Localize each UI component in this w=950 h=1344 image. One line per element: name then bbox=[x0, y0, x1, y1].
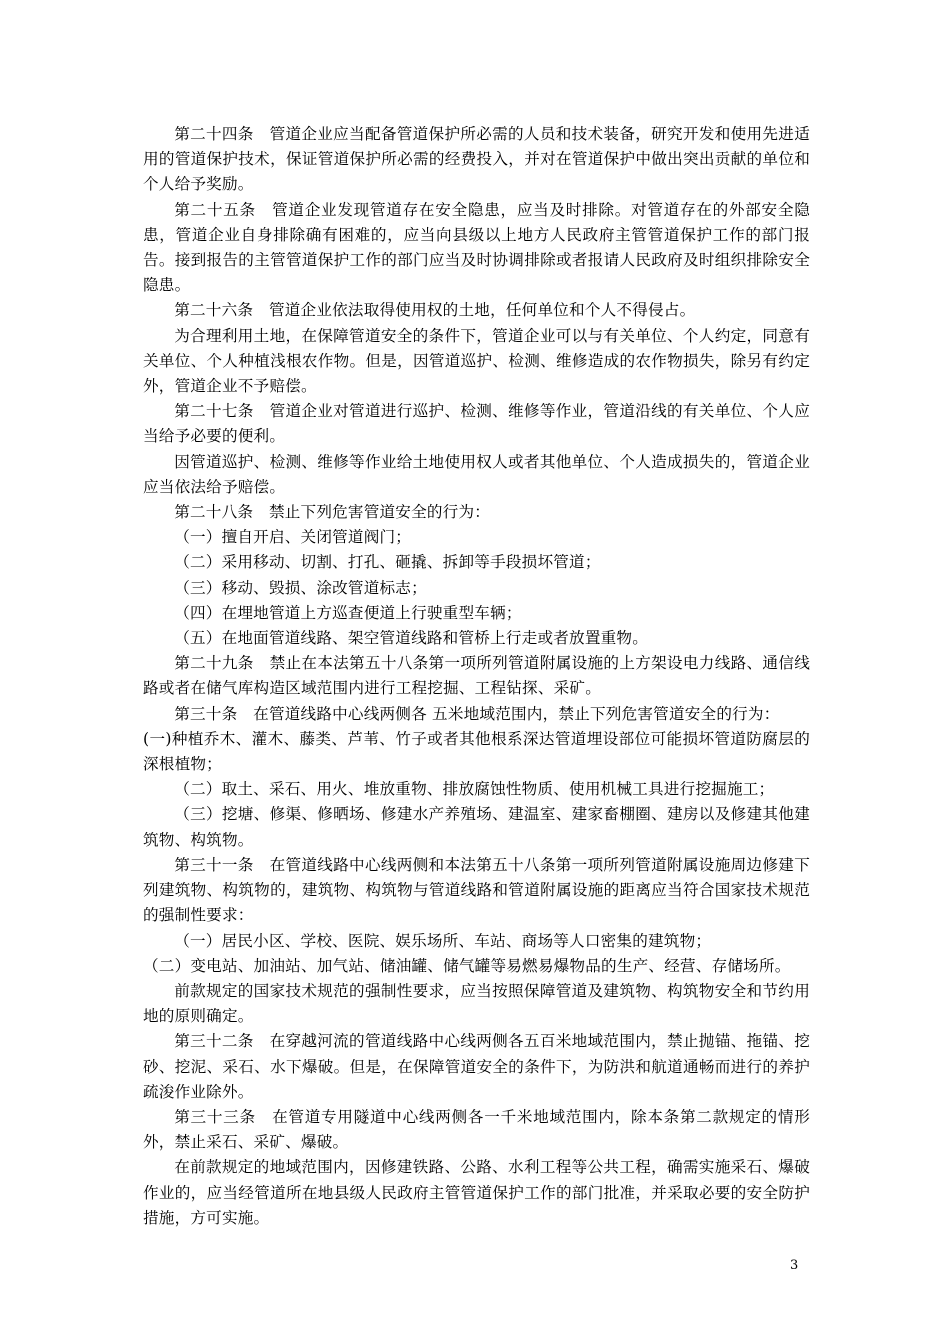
paragraph-article-31: 第三十一条 在管道线路中心线两侧和本法第五十八条第一项所列管道附属设施周边修建下列建筑物、构筑物的，建筑物、构筑物与管道线路和管道附属设施的距离应当符合国家技术规范的强制性要求： bbox=[143, 855, 810, 925]
list-item-31-1: （一）居民小区、学校、医院、娱乐场所、车站、商场等人口密集的建筑物； bbox=[174, 931, 712, 950]
paragraph-article-31-clause-2: 前款规定的国家技术规范的强制性要求，应当按照保障管道及建筑物、构筑物安全和节约用地的原则确定。 bbox=[143, 981, 810, 1026]
list-item-30-2: （二）取土、采石、用火、堆放重物、排放腐蚀性物质、使用机械工具进行挖掘施工； bbox=[174, 780, 775, 799]
paragraph-article-28: 第二十八条 禁止下列危害管道安全的行为： bbox=[174, 503, 491, 522]
paragraph-article-25: 第二十五条 管道企业发现管道存在安全隐患，应当及时排除。对管道存在的外部安全隐患，管道企业自身排除确有困难的，应当向县级以上地方人民政府主管管道保护工作的部门报告。接到报告的主管管道保护工作的部门应当及时协调排除或者报请人民政府及时组织排除安全隐患。 bbox=[143, 200, 810, 295]
list-item-28-5: （五）在地面管道线路、架空管道线路和管桥上行走或者放置重物。 bbox=[174, 629, 649, 648]
paragraph-article-32: 第三十二条 在穿越河流的管道线路中心线两侧各五百米地域范围内，禁止抛锚、拖锚、挖砂、挖泥、采石、水下爆破。但是，在保障管道安全的条件下，为防洪和航道通畅而进行的养护疏浚作业除外。 bbox=[143, 1032, 810, 1101]
paragraph-article-29: 第二十九条 禁止在本法第五十八条第一项所列管道附属设施的上方架设电力线路、通信线路或者在储气库构造区域范围内进行工程挖掘、工程钻探、采矿。 bbox=[143, 654, 810, 698]
page-number: 3 bbox=[790, 1258, 799, 1273]
paragraph-article-26-clause-2: 为合理利用土地，在保障管道安全的条件下，管道企业可以与有关单位、个人约定，同意有关单位、个人种植浅根农作物。但是，因管道巡护、检测、维修造成的农作物损失，除另有约定外，管道企业不予赔偿。 bbox=[143, 326, 810, 396]
list-item-28-1: （一）擅自开启、关闭管道阀门； bbox=[174, 528, 412, 547]
list-item-28-2: （二）采用移动、切割、打孔、砸撬、拆卸等手段损坏管道； bbox=[174, 553, 601, 572]
list-item-30-1: (一)种植乔木、灌木、藤类、芦苇、竹子或者其他根系深达管道埋设部位可能损坏管道防腐层的深根植物； bbox=[143, 729, 810, 774]
paragraph-article-30: 第三十条 在管道线路中心线两侧各 五米地域范围内，禁止下列危害管道安全的行为： bbox=[174, 704, 780, 723]
paragraph-article-27: 第二十七条 管道企业对管道进行巡护、检测、维修等作业，管道沿线的有关单位、个人应当给予必要的便利。 bbox=[143, 402, 810, 446]
document-body bbox=[143, 122, 810, 1231]
paragraph-article-27-clause-2: 因管道巡护、检测、维修等作业给土地使用权人或者其他单位、个人造成损失的，管道企业应当依法给予赔偿。 bbox=[143, 452, 810, 496]
list-item-30-3: （三）挖塘、修渠、修晒场、修建水产养殖场、建温室、建家畜棚圈、建房以及修建其他建筑物、构筑物。 bbox=[143, 805, 810, 849]
paragraph-article-33-clause-2: 在前款规定的地域范围内，因修建铁路、公路、水利工程等公共工程，确需实施采石、爆破作业的，应当经管道所在地县级人民政府主管管道保护工作的部门批准，并采取必要的安全防护措施，方可实施。 bbox=[143, 1158, 810, 1227]
paragraph-article-24: 第二十四条 管道企业应当配备管道保护所必需的人员和技术装备，研究开发和使用先进适用的管道保护技术，保证管道保护所必需的经费投入，并对在管道保护中做出突出贡献的单位和个人给予奖励。 bbox=[143, 125, 810, 194]
list-item-28-4: （四）在埋地管道上方巡查便道上行驶重型车辆； bbox=[174, 603, 522, 622]
paragraph-article-33: 第三十三条 在管道专用隧道中心线两侧各一千米地域范围内，除本条第二款规定的情形外，禁止采石、采矿、爆破。 bbox=[143, 1107, 810, 1152]
paragraph-article-26: 第二十六条 管道企业依法取得使用权的土地，任何单位和个人不得侵占。 bbox=[174, 301, 696, 320]
list-item-31-2: （二）变电站、加油站、加气站、储油罐、储气罐等易燃易爆物品的生产、经营、存储场所。 bbox=[143, 956, 791, 975]
list-item-28-3: （三）移动、毁损、涂改管道标志； bbox=[174, 578, 427, 597]
